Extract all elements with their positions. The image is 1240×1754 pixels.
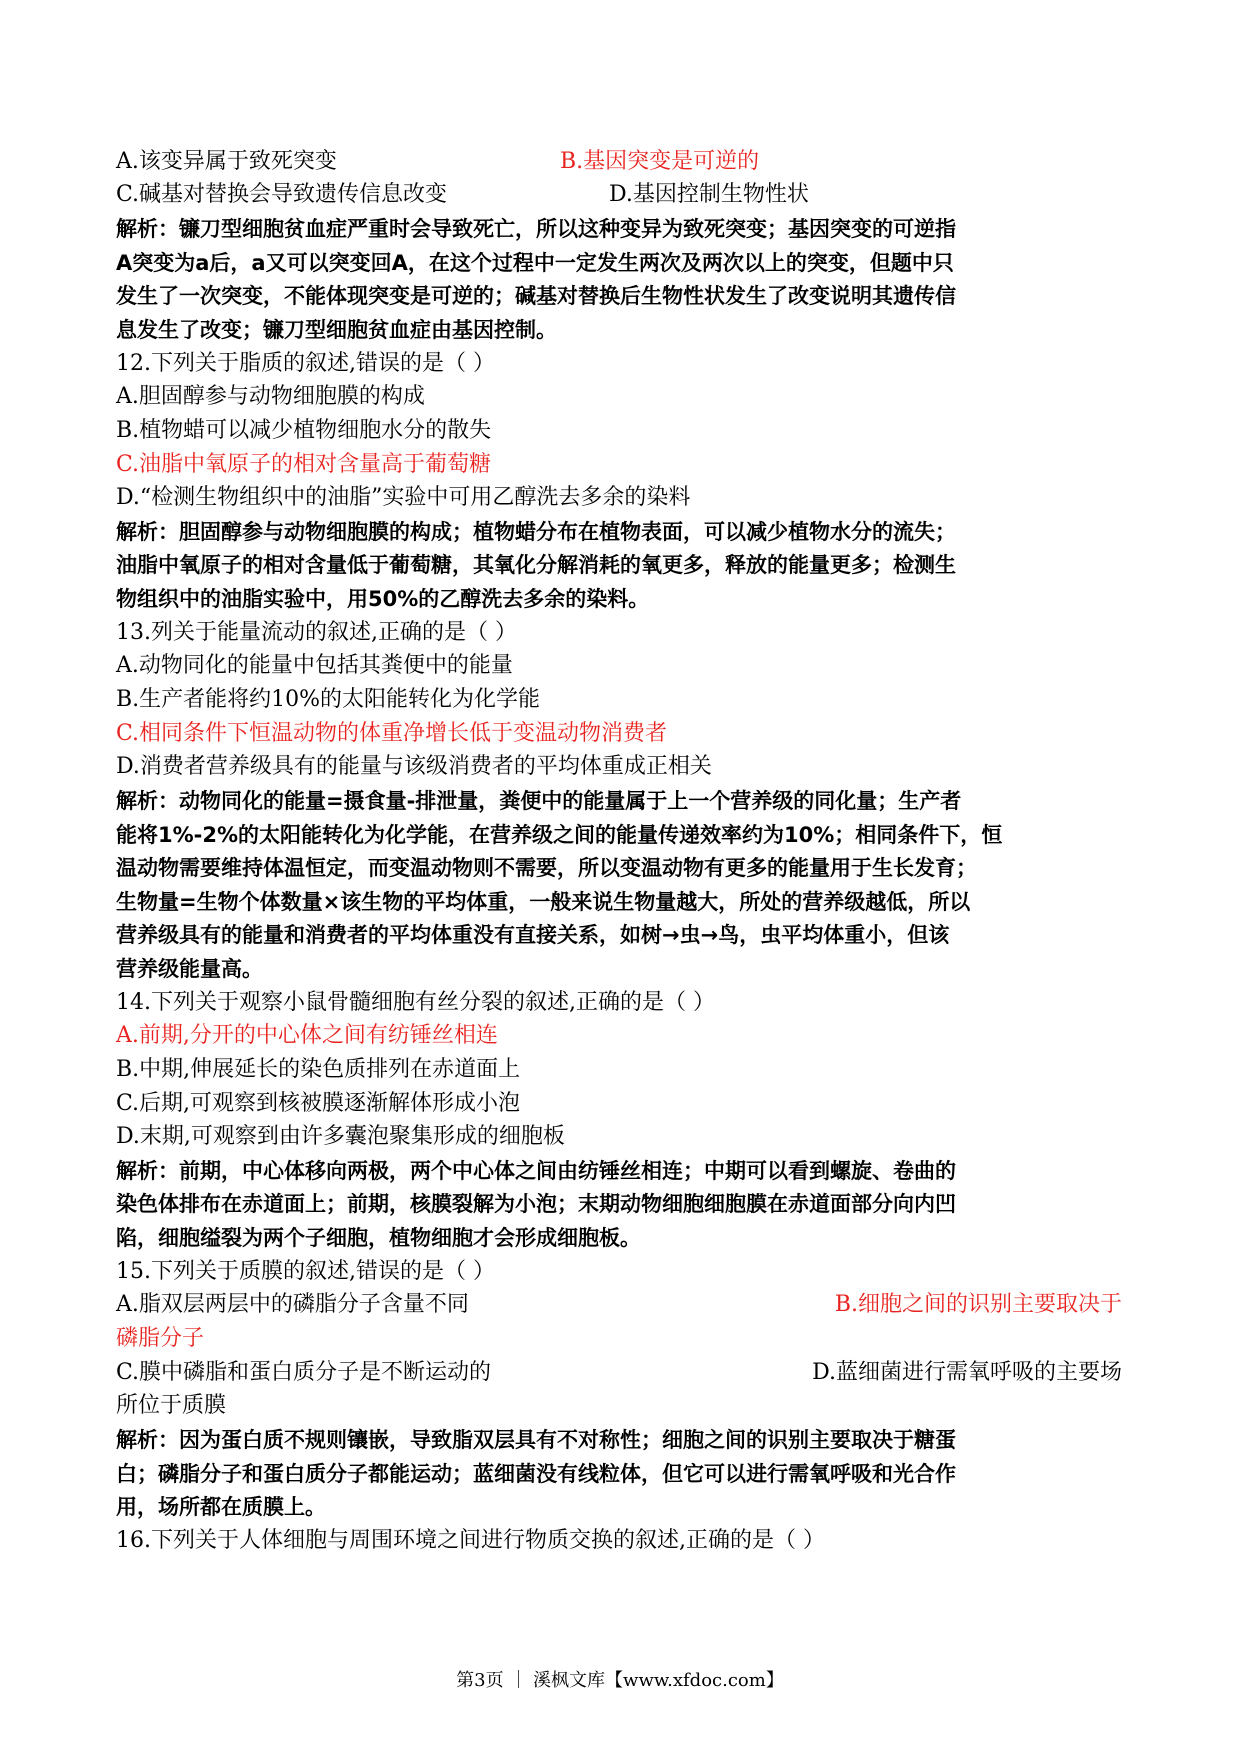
q11-analysis-line: 发生了一次突变，不能体现突变是可逆的；碱基对替换后生物性状发生了改变说明其遗传信 [116, 284, 956, 308]
q13-analysis-line: 营养级能量高。 [116, 957, 263, 981]
q13-option-a: A.动物同化的能量中包括其粪便中的能量 [116, 653, 513, 678]
q13-analysis-line: 解析：动物同化的能量=摄食量-排泄量，粪便中的能量属于上一个营养级的同化量；生产者 [116, 789, 962, 813]
q11-option-row-2 [116, 178, 1122, 212]
q12-analysis-line: 油脂中氧原子的相对含量低于葡萄糖，其氧化分解消耗的氧更多，释放的能量更多；检测生 [116, 553, 956, 577]
q15-analysis-line: 白；磷脂分子和蛋白质分子都能运动；蓝细菌没有线粒体，但它可以进行需氧呼吸和光合作 [116, 1462, 956, 1486]
q13-analysis-line: 生物量=生物个体数量×该生物的平均体重，一般来说生物量越大，所处的营养级越低，所以 [116, 890, 971, 914]
q16-stem: 16.下列关于人体细胞与周围环境之间进行物质交换的叙述,正确的是（ ） [116, 1528, 825, 1553]
q12-analysis-line: 物组织中的油脂实验中，用50%的乙醇洗去多余的染料。 [116, 587, 650, 611]
q15-stem: 15.下列关于质膜的叙述,错误的是（ ） [116, 1259, 495, 1284]
q13-analysis-line: 温动物需要维持体温恒定，而变温动物则不需要，所以变温动物有更多的能量用于生长发育； [116, 856, 977, 880]
q15-analysis-line: 解析：因为蛋白质不规则镶嵌，导致脂双层具有不对称性；细胞之间的识别主要取决于糖蛋 [116, 1428, 956, 1452]
q15-option-b-continued: 磷脂分子 [116, 1326, 205, 1351]
q15-option-row-1 [116, 1288, 1122, 1322]
q13-option-d: D.消费者营养级具有的能量与该级消费者的平均体重成正相关 [116, 754, 712, 779]
q11-option-d: D.基因控制生物性状 [609, 182, 809, 207]
q13-analysis-line: 能将1%-2%的太阳能转化为化学能，在营养级之间的能量传递效率约为10%；相同条件下，恒 [116, 823, 1003, 847]
q15-option-a: A.脂双层两层中的磷脂分子含量不同 [116, 1292, 469, 1317]
q14-analysis-line: 陷，细胞缢裂为两个子细胞，植物细胞才会形成细胞板。 [116, 1226, 641, 1250]
q15-option-d-continued: 所位于质膜 [116, 1393, 227, 1418]
q14-option-a: A.前期,分开的中心体之间有纺锤丝相连 [116, 1023, 498, 1048]
q12-option-a: A.胆固醇参与动物细胞膜的构成 [116, 384, 425, 409]
q11-analysis-line: 息发生了改变；镰刀型细胞贫血症由基因控制。 [116, 318, 557, 342]
q15-option-b: B.细胞之间的识别主要取决于 [834, 1292, 1122, 1317]
q14-option-c: C.后期,可观察到核被膜逐渐解体形成小泡 [116, 1091, 521, 1116]
q13-option-b: B.生产者能将约10%的太阳能转化为化学能 [116, 687, 541, 712]
q13-analysis-line: 营养级具有的能量和消费者的平均体重没有直接关系，如树→虫→鸟，虫平均体重小，但该 [116, 923, 950, 947]
q12-analysis-line: 解析：胆固醇参与动物细胞膜的构成；植物蜡分布在植物表面，可以减少植物水分的流失； [116, 520, 956, 544]
q14-option-d: D.末期,可观察到由许多囊泡聚集形成的细胞板 [116, 1124, 565, 1149]
q15-analysis-line: 用，场所都在质膜上。 [116, 1495, 326, 1519]
q13-option-c: C.相同条件下恒温动物的体重净增长低于变温动物消费者 [116, 721, 668, 746]
q14-option-b: B.中期,伸展延长的染色质排列在赤道面上 [116, 1057, 521, 1082]
page-footer: 第3页 ｜ 溪枫文库【www.xfdoc.com】 [456, 1670, 784, 1691]
q15-option-d: D.蓝细菌进行需氧呼吸的主要场 [812, 1360, 1122, 1385]
q12-option-d: D.“检测生物组织中的油脂”实验中可用乙醇洗去多余的染料 [116, 485, 691, 510]
q12-stem: 12.下列关于脂质的叙述,错误的是（ ） [116, 351, 495, 376]
q11-option-a: A.该变异属于致死突变 [116, 149, 337, 174]
q11-analysis-line: 解析：镰刀型细胞贫血症严重时会导致死亡，所以这种变异为致死突变；基因突变的可逆指 [116, 217, 956, 241]
q11-option-c: C.碱基对替换会导致遗传信息改变 [116, 182, 448, 207]
q11-option-row-1 [116, 145, 1122, 179]
q11-option-b: B.基因突变是可逆的 [560, 149, 760, 174]
q14-analysis-line: 染色体排布在赤道面上；前期，核膜裂解为小泡；末期动物细胞细胞膜在赤道面部分向内凹 [116, 1192, 956, 1216]
q14-stem: 14.下列关于观察小鼠骨髓细胞有丝分裂的叙述,正确的是（ ） [116, 990, 715, 1015]
q14-analysis-line: 解析：前期，中心体移向两极，两个中心体之间由纺锤丝相连；中期可以看到螺旋、卷曲的 [116, 1159, 956, 1183]
q15-option-row-2 [116, 1356, 1122, 1390]
q12-option-c: C.油脂中氧原子的相对含量高于葡萄糖 [116, 452, 492, 477]
q11-analysis-line: A突变为a后，a又可以突变回A，在这个过程中一定发生两次及两次以上的突变，但题中只 [116, 251, 954, 275]
q15-option-c: C.膜中磷脂和蛋白质分子是不断运动的 [116, 1360, 492, 1385]
q13-stem: 13.列关于能量流动的叙述,正确的是（ ） [116, 620, 517, 645]
q12-option-b: B.植物蜡可以减少植物细胞水分的散失 [116, 418, 492, 443]
